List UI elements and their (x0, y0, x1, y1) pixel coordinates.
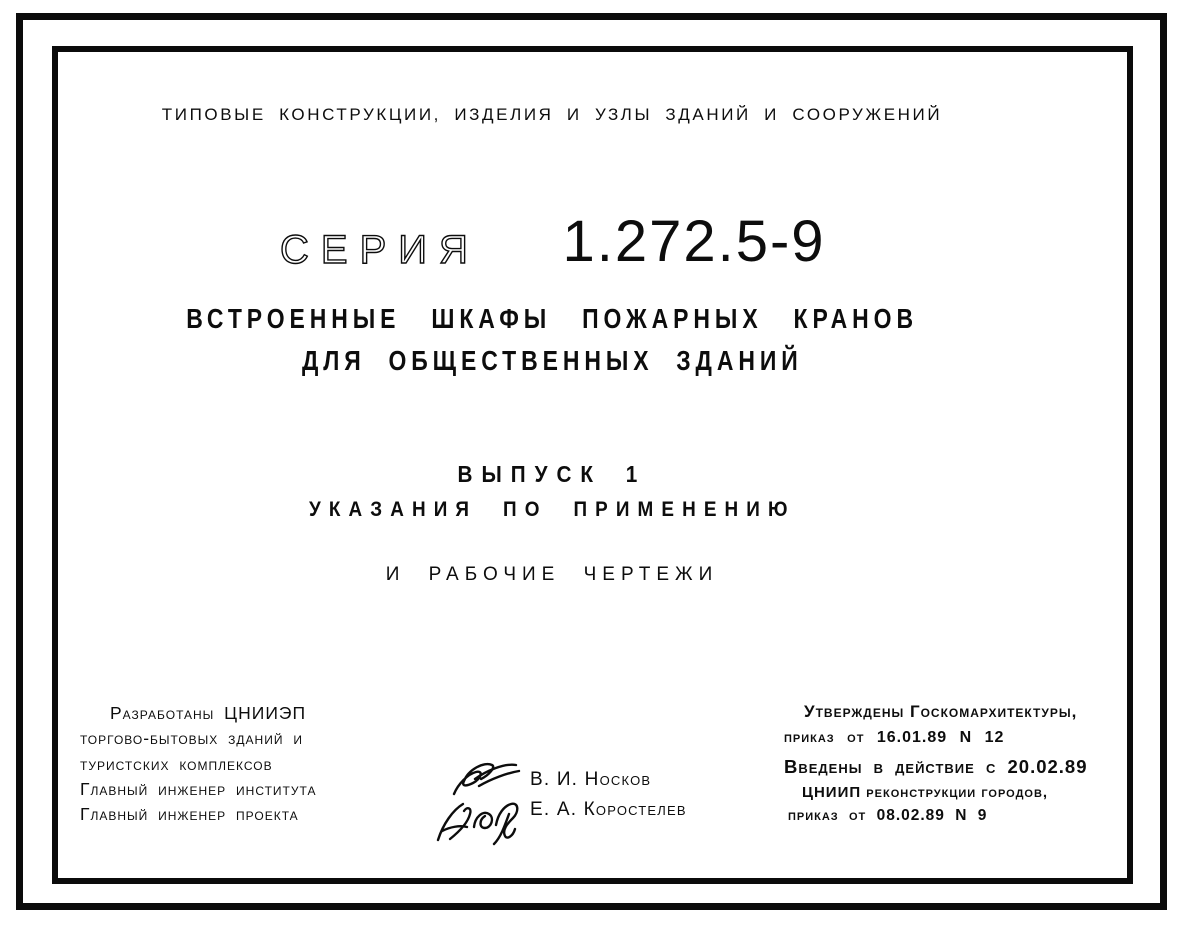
developed-line: торгово-бытовых зданий и (80, 728, 303, 749)
title-page-content (52, 46, 1133, 884)
signatory-names (530, 765, 687, 825)
signatory-name-1: В. И. Носков (530, 769, 652, 790)
approval-block (780, 702, 1140, 842)
issue-label-text: ВЫПУСК 1 (457, 461, 647, 487)
approval-line: приказ от 16.01.89 N 12 (784, 729, 1005, 746)
developed-line: Разработаны ЦНИИЭП (110, 703, 307, 723)
developed-line: туристских комплексов (80, 753, 273, 774)
approval-line: ЦНИИП реконструкции городов, (802, 784, 1049, 801)
issue-subtitle-1-text: УКАЗАНИЯ ПО ПРИМЕНЕНИЮ (308, 498, 796, 521)
issue-label (52, 461, 1052, 488)
developed-line: Главный инженер проекта (80, 804, 299, 825)
main-title-line-1 (52, 303, 1052, 335)
issue-subtitle-2: И РАБОЧИЕ ЧЕРТЕЖИ (385, 564, 719, 585)
signature-icon (430, 752, 530, 847)
series-number: 1.272.5-9 (562, 209, 826, 274)
main-title-line-1-text: ВСТРОЕННЫЕ ШКАФЫ ПОЖАРНЫХ КРАНОВ (186, 303, 918, 334)
approval-line: Утверждены Госкомархитектуры, (804, 702, 1078, 721)
series-label-outlined (278, 221, 516, 271)
developed-by-block (80, 701, 316, 827)
handwritten-signature (430, 752, 530, 847)
main-title-line-2 (52, 345, 1052, 377)
developed-line: Главный инженер института (80, 778, 317, 799)
document-header: ТИПОВЫЕ КОНСТРУКЦИИ, ИЗДЕЛИЯ И УЗЛЫ ЗДАНИЙ И СООРУЖЕНИЙ (161, 105, 943, 124)
approval-line: приказ от 08.02.89 N 9 (788, 807, 988, 824)
main-title-line-2-text: ДЛЯ ОБЩЕСТВЕННЫХ ЗДАНИЙ (301, 345, 803, 376)
issue-subtitle-1 (52, 498, 1052, 522)
series-label-text: СЕРИЯ (280, 228, 481, 271)
approval-line: Введены в действие с 20.02.89 (784, 756, 1088, 777)
signatory-name-2: Е. А. Коростелев (530, 799, 687, 820)
series-title-row (52, 209, 1052, 274)
